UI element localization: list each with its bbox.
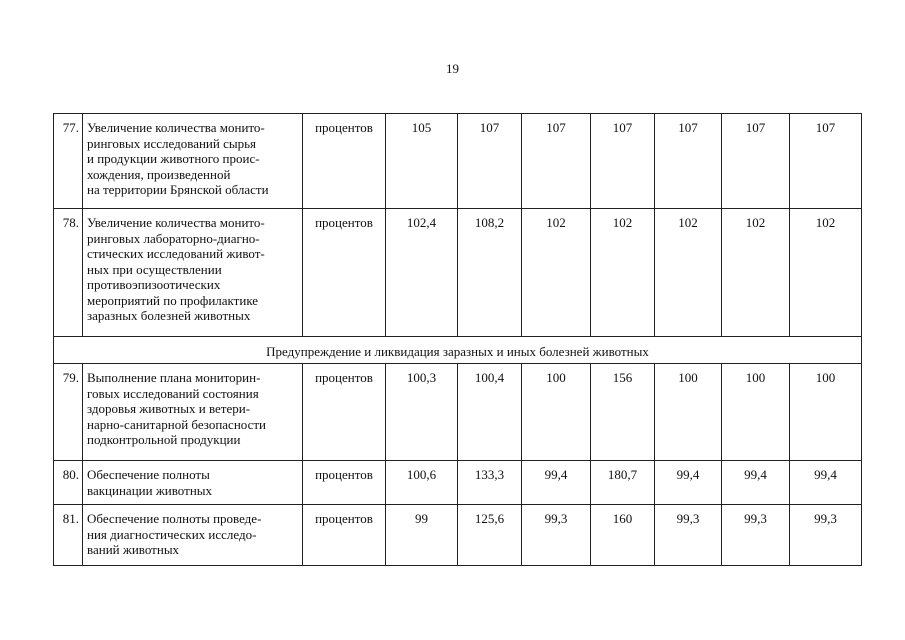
row-number: 79. <box>54 364 83 461</box>
value-cell: 107 <box>458 114 522 209</box>
table-body <box>54 114 862 566</box>
value-cell: 102,4 <box>386 209 458 337</box>
indicator-name: Обеспечение полноты вакцинации животных <box>83 461 303 505</box>
value-cell: 99,4 <box>722 461 790 505</box>
value-cell: 100 <box>722 364 790 461</box>
value-cell: 100,6 <box>386 461 458 505</box>
table-row <box>54 114 862 209</box>
value-cell: 156 <box>591 364 655 461</box>
value-cell: 99,4 <box>790 461 862 505</box>
table-row <box>54 505 862 566</box>
indicator-name: Обеспечение полноты проведе- ния диагностических исследо- ваний животных <box>83 505 303 566</box>
value-cell: 100,3 <box>386 364 458 461</box>
value-cell: 99,3 <box>655 505 722 566</box>
row-number: 77. <box>54 114 83 209</box>
indicator-name: Увеличение количества монито- ринговых лабораторно-диагно- стических исследований живот- ных при осуществлении противоэпизоотических мероприятий по профилактике заразных болезней животных <box>83 209 303 337</box>
table-row <box>54 209 862 337</box>
value-cell: 105 <box>386 114 458 209</box>
indicators-table <box>53 113 862 566</box>
section-header-row <box>54 337 862 364</box>
value-cell: 100 <box>790 364 862 461</box>
row-number: 78. <box>54 209 83 337</box>
value-cell: 133,3 <box>458 461 522 505</box>
value-cell: 102 <box>722 209 790 337</box>
value-cell: 108,2 <box>458 209 522 337</box>
value-cell: 99,3 <box>522 505 591 566</box>
unit-cell: процентов <box>303 505 386 566</box>
value-cell: 107 <box>790 114 862 209</box>
indicator-name: Выполнение плана мониторин- говых исследований состояния здоровья животных и ветери- нарно-санитарной безопасности подконтрольной продукции <box>83 364 303 461</box>
row-number: 81. <box>54 505 83 566</box>
value-cell: 107 <box>591 114 655 209</box>
value-cell: 107 <box>722 114 790 209</box>
table-row <box>54 461 862 505</box>
section-title: Предупреждение и ликвидация заразных и иных болезней животных <box>54 337 862 364</box>
indicator-name: Увеличение количества монито- ринговых исследований сырья и продукции животного проис- хождения, произведенной на территории Брянской области <box>83 114 303 209</box>
value-cell: 107 <box>655 114 722 209</box>
value-cell: 180,7 <box>591 461 655 505</box>
value-cell: 99,4 <box>655 461 722 505</box>
value-cell: 99 <box>386 505 458 566</box>
value-cell: 102 <box>655 209 722 337</box>
value-cell: 99,3 <box>790 505 862 566</box>
value-cell: 99,4 <box>522 461 591 505</box>
value-cell: 99,3 <box>722 505 790 566</box>
value-cell: 125,6 <box>458 505 522 566</box>
page-number: 19 <box>446 61 459 76</box>
value-cell: 100,4 <box>458 364 522 461</box>
value-cell: 100 <box>522 364 591 461</box>
value-cell: 102 <box>790 209 862 337</box>
value-cell: 102 <box>522 209 591 337</box>
value-cell: 100 <box>655 364 722 461</box>
unit-cell: процентов <box>303 364 386 461</box>
table-row <box>54 364 862 461</box>
unit-cell: процентов <box>303 209 386 337</box>
row-number: 80. <box>54 461 83 505</box>
unit-cell: процентов <box>303 461 386 505</box>
unit-cell: процентов <box>303 114 386 209</box>
value-cell: 160 <box>591 505 655 566</box>
value-cell: 107 <box>522 114 591 209</box>
value-cell: 102 <box>591 209 655 337</box>
